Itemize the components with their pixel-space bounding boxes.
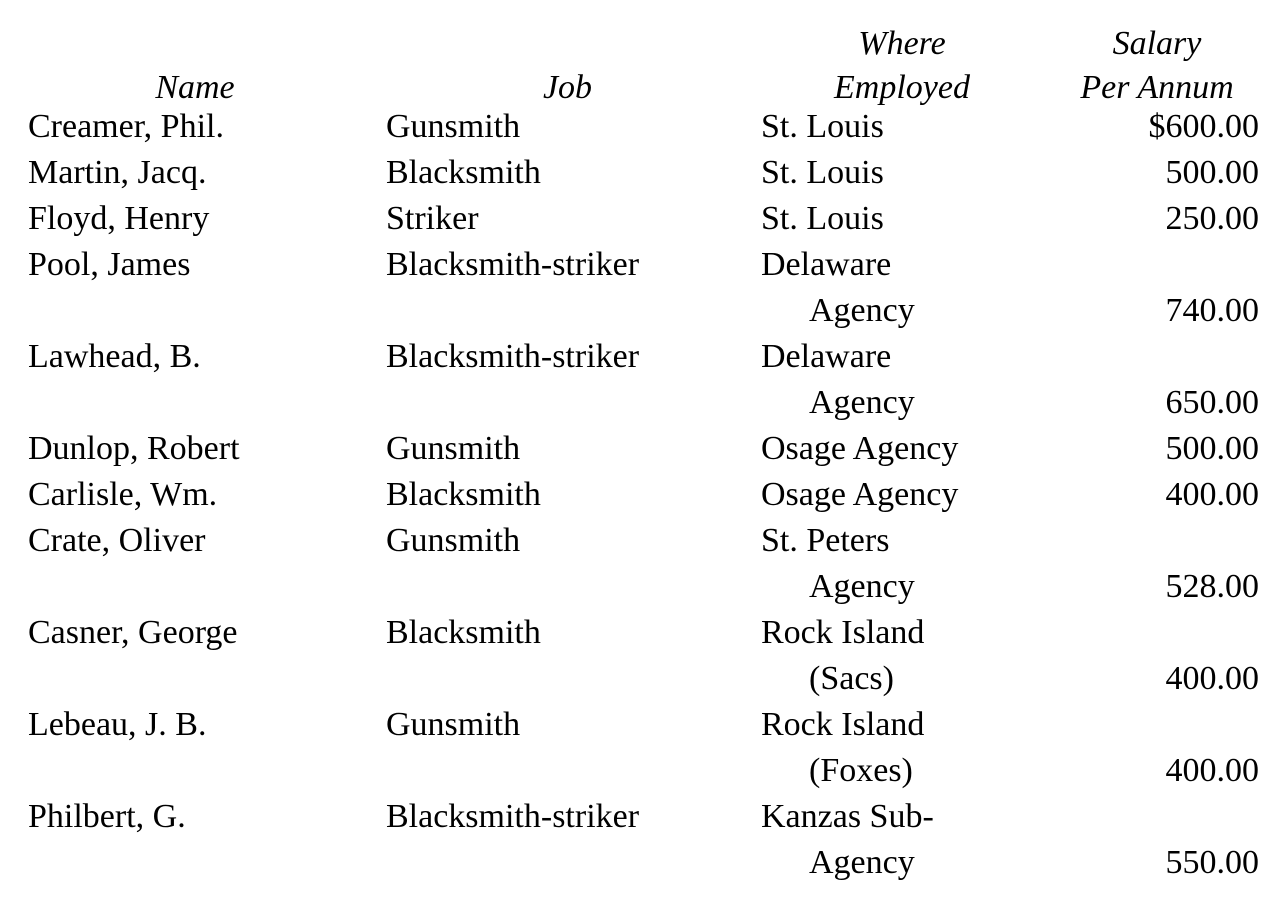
table-row: [0, 616, 1287, 662]
cell-where-employed: St. Louis: [761, 154, 884, 191]
cell-name: Lawhead, B.: [28, 338, 201, 375]
cell-salary: 500.00: [1165, 430, 1259, 467]
cell-name: Lebeau, J. B.: [28, 706, 207, 743]
cell-salary: 550.00: [1165, 844, 1259, 881]
cell-where-employed: Rock Island: [761, 706, 925, 743]
cell-name: Martin, Jacq.: [28, 154, 207, 191]
cell-where-employed: St. Louis: [761, 108, 884, 145]
cell-name-continuation: [0, 386, 370, 432]
column-header-where-line1: Where: [858, 24, 946, 62]
cell-name-continuation: [0, 662, 370, 708]
cell-job-continuation: [370, 570, 755, 616]
cell-salary: [1045, 248, 1287, 294]
column-header-name: [0, 0, 370, 110]
cell-salary: 400.00: [1165, 752, 1259, 789]
cell-job: Gunsmith: [386, 522, 521, 559]
cell-where-employed: Kanzas Sub-: [761, 798, 934, 835]
column-header-salary-line2: Per Annum: [1080, 68, 1234, 106]
cell-name-continuation: [0, 294, 370, 340]
cell-where-employed-continuation: Agency: [809, 568, 915, 605]
cell-job-continuation: [370, 846, 755, 892]
cell-name-continuation: [0, 846, 370, 892]
table-row-continuation: [0, 846, 1287, 892]
cell-job-continuation: [370, 386, 755, 432]
table-row: [0, 800, 1287, 846]
cell-where-employed: St. Peters: [761, 522, 890, 559]
cell-salary: [1045, 340, 1287, 386]
cell-salary: 740.00: [1165, 292, 1259, 329]
cell-salary: $600.00: [1148, 108, 1259, 145]
table-row: [0, 202, 1287, 248]
cell-salary: [1045, 800, 1287, 846]
column-header-salary-line1: Salary: [1112, 24, 1202, 62]
table-row: [0, 156, 1287, 202]
cell-job: Blacksmith: [386, 476, 541, 513]
table-header: [0, 0, 1287, 110]
cell-job: Gunsmith: [386, 706, 521, 743]
cell-job-continuation: [370, 294, 755, 340]
cell-where-employed-continuation: Agency: [809, 384, 915, 421]
table-row: [0, 524, 1287, 570]
cell-job: Blacksmith-striker: [386, 798, 640, 835]
cell-salary: [1045, 524, 1287, 570]
cell-name: Crate, Oliver: [28, 522, 206, 559]
cell-job-continuation: [370, 662, 755, 708]
cell-job: Blacksmith-striker: [386, 338, 640, 375]
cell-name: Pool, James: [28, 246, 191, 283]
cell-job-continuation: [370, 754, 755, 800]
cell-job: Blacksmith-striker: [386, 246, 640, 283]
table-row-continuation: [0, 662, 1287, 708]
cell-salary: [1045, 616, 1287, 662]
column-header-name-line1: Name: [155, 68, 235, 106]
cell-name: Floyd, Henry: [28, 200, 210, 237]
table-row-continuation: [0, 294, 1287, 340]
cell-job: Gunsmith: [386, 430, 521, 467]
cell-where-employed: Delaware: [761, 246, 892, 283]
cell-salary: 528.00: [1165, 568, 1259, 605]
table-row-continuation: [0, 386, 1287, 432]
column-header-salary-per-annum: [1045, 0, 1287, 110]
cell-name: Creamer, Phil.: [28, 108, 224, 145]
column-header-job-line1: Job: [542, 68, 593, 106]
cell-where-employed-continuation: (Foxes): [809, 752, 913, 789]
cell-name-continuation: [0, 754, 370, 800]
cell-salary: 400.00: [1165, 476, 1259, 513]
cell-where-employed: Osage Agency: [761, 430, 959, 467]
table-row: [0, 248, 1287, 294]
cell-salary: 400.00: [1165, 660, 1259, 697]
table-body: [0, 110, 1287, 892]
cell-name: Philbert, G.: [28, 798, 186, 835]
cell-where-employed-continuation: (Sacs): [809, 660, 894, 697]
table-row: [0, 340, 1287, 386]
cell-job: Blacksmith: [386, 154, 541, 191]
cell-salary: 650.00: [1165, 384, 1259, 421]
table-row-continuation: [0, 570, 1287, 616]
table-row: [0, 432, 1287, 478]
cell-name: Casner, George: [28, 614, 238, 651]
cell-salary: [1045, 708, 1287, 754]
table-row: [0, 478, 1287, 524]
cell-where-employed: Osage Agency: [761, 476, 959, 513]
cell-job: Striker: [386, 200, 479, 237]
table-row-continuation: [0, 754, 1287, 800]
cell-job: Gunsmith: [386, 108, 521, 145]
column-header-where-employed: [755, 0, 1045, 110]
cell-name-continuation: [0, 570, 370, 616]
cell-name: Dunlop, Robert: [28, 430, 240, 467]
column-header-job: [370, 0, 755, 110]
cell-where-employed: Rock Island: [761, 614, 925, 651]
cell-where-employed: Delaware: [761, 338, 892, 375]
cell-salary: 250.00: [1165, 200, 1259, 237]
cell-where-employed: St. Louis: [761, 200, 884, 237]
cell-salary: 500.00: [1165, 154, 1259, 191]
table-row: [0, 110, 1287, 156]
column-header-where-line2: Employed: [834, 68, 970, 106]
table-row: [0, 708, 1287, 754]
cell-where-employed-continuation: Agency: [809, 844, 915, 881]
cell-job: Blacksmith: [386, 614, 541, 651]
cell-where-employed-continuation: Agency: [809, 292, 915, 329]
cell-name: Carlisle, Wm.: [28, 476, 218, 513]
